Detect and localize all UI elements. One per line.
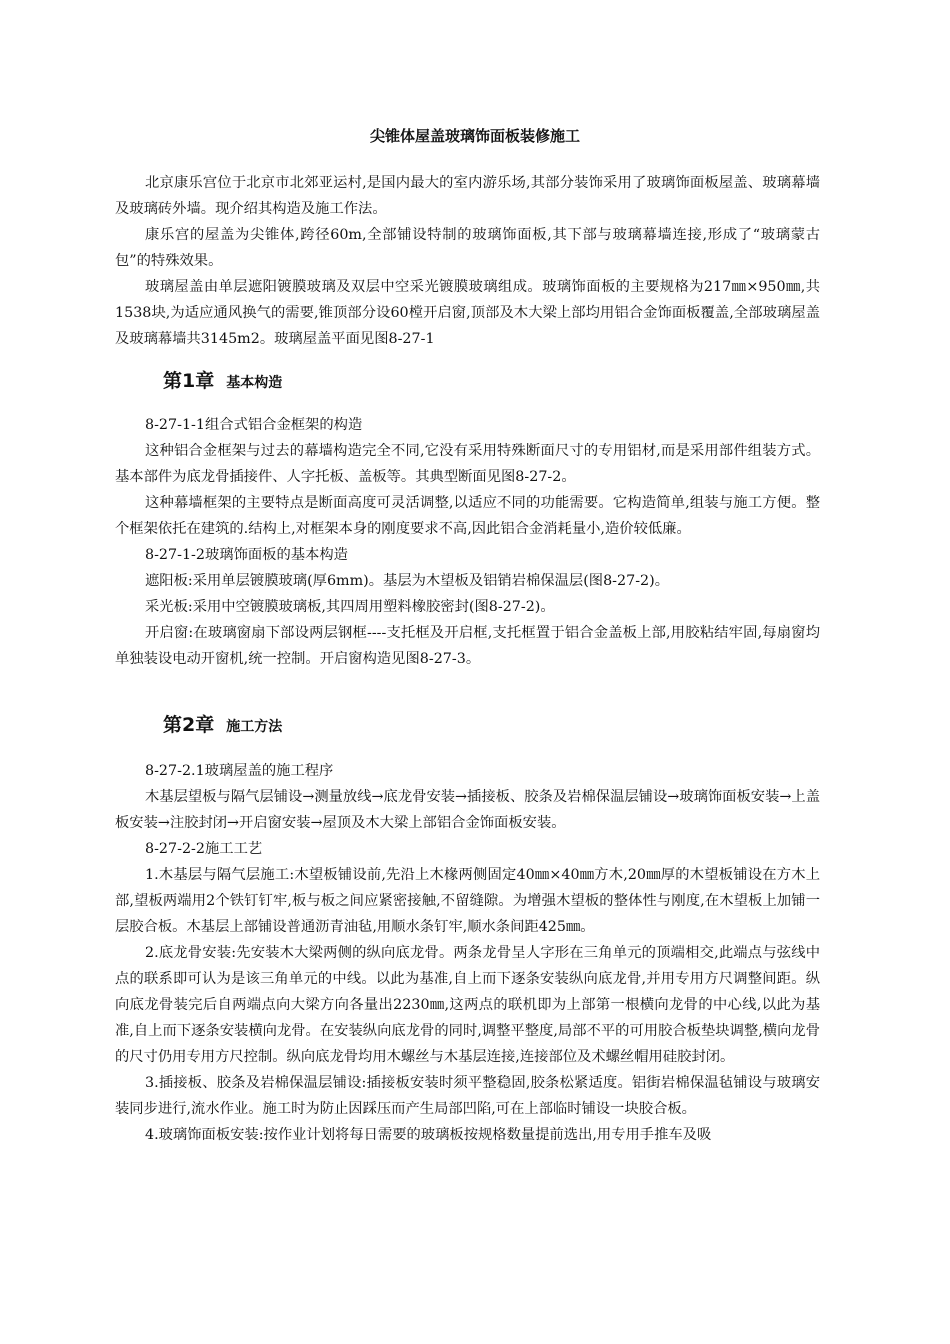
chapter-2-body: [115, 758, 820, 1148]
chapter-1-body: [115, 412, 820, 672]
intro-paragraph: 北京康乐宫位于北京市北郊亚运村,是国内最大的室内游乐场,其部分装饰采用了玻璃饰面板屋盖、玻璃幕墙及玻璃砖外墙。现介绍其构造及施工作法。: [115, 175, 820, 217]
body-paragraph: 采光板:采用中空镀膜玻璃板,其四周用塑料橡胶密封(图8-27-2)。: [145, 599, 555, 615]
body-paragraph: 这种铝合金框架与过去的幕墙构造完全不同,它没有采用特殊断面尺寸的专用铝材,而是采用部件组装方式。基本部件为底龙骨插接件、人字托板、盖板等。其典型断面见图8-27-2。: [115, 443, 820, 485]
chapter-name: 施工方法: [226, 719, 283, 735]
body-paragraph: 木基层望板与隔气层铺设→测量放线→底龙骨安装→插接板、胶条及岩棉保温层铺设→玻璃饰面板安装→上盖板安装→注胶封闭→开启窗安装→屋顶及木大梁上部铝合金饰面板安装。: [115, 789, 820, 831]
body-paragraph: 遮阳板:采用单层镀膜玻璃(厚6mm)。基层为木望板及铝销岩棉保温层(图8-27-2)。: [145, 573, 669, 589]
section-heading: 8-27-2.1玻璃屋盖的施工程序: [145, 763, 334, 779]
section-heading: 8-27-1-2玻璃饰面板的基本构造: [145, 547, 348, 563]
document-title: 尖锥体屋盖玻璃饰面板装修施工: [369, 127, 580, 145]
section-heading: 8-27-2-2施工工艺: [145, 841, 263, 857]
chapter-name: 基本构造: [226, 375, 283, 391]
body-paragraph: 3.插接板、胶条及岩棉保温层铺设:插接板安装时须平整稳固,胶条松紧适度。铝街岩棉保温毡铺设与玻璃安装同步进行,流水作业。施工时为防止因踩压而产生局部凹陷,可在上部临时铺设一块胶合板。: [115, 1075, 820, 1117]
intro-section: [115, 170, 820, 352]
body-paragraph: 1.木基层与隔气层施工:木望板铺设前,先沿上木椽两侧固定40㎜×40㎜方木,20㎜厚的木望板铺设在方木上部,望板两端用2个铁钉钉牢,板与板之间应紧密接触,不留缝隙。为增强木望板的整体性与刚度,在木望板上加铺一层胶合板。木基层上部铺设普通沥青油毡,用顺水条钉牢,顺水条间距425㎜。: [115, 867, 820, 935]
intro-paragraph: 玻璃屋盖由单层遮阳镀膜玻璃及双层中空采光镀膜玻璃组成。玻璃饰面板的主要规格为217㎜×950㎜,共1538块,为适应通风换气的需要,锥顶部分设60樘开启窗,顶部及木大梁上部均用铝合金饰面板覆盖,全部玻璃屋盖及玻璃幕墙共3145m2。玻璃屋盖平面见图8-27-1: [115, 279, 820, 347]
intro-paragraph: 康乐宫的屋盖为尖锥体,跨径60m,全部铺设特制的玻璃饰面板,其下部与玻璃幕墙连接,形成了“玻璃蒙古包”的特殊效果。: [115, 227, 820, 269]
section-heading: 8-27-1-1组合式铝合金框架的构造: [145, 417, 363, 433]
body-paragraph: 2.底龙骨安装:先安装木大梁两侧的纵向底龙骨。两条龙骨呈人字形在三角单元的顶端相交,此端点与弦线中点的联系即可认为是该三角单元的中线。以此为基准,自上而下逐条安装纵向底龙骨,并用专用方尺调整间距。纵向底龙骨装完后自两端点向大梁方向各量出2230㎜,这两点的联机即为上部第一根横向龙骨的中心线,以此为基准,自上而下逐条安装横向龙骨。在安装纵向底龙骨的同时,调整平整度,局部不平的可用胶合板垫块调整,横向龙骨的尺寸仍用专用方尺控制。纵向底龙骨均用木螺丝与木基层连接,连接部位及术螺丝帽用硅胶封闭。: [115, 945, 820, 1065]
body-paragraph: 开启窗:在玻璃窗扇下部设两层钢框----支托框及开启框,支托框置于铝合金盖板上部,用胶粘结牢固,每扇窗均单独装设电动开窗机,统一控制。开启窗构造见图8-27-3。: [115, 625, 820, 667]
chapter-number: 第1章: [163, 370, 215, 392]
chapter-1-heading: [163, 366, 282, 396]
chapter-2-heading: [163, 710, 282, 740]
body-paragraph: 这种幕墙框架的主要特点是断面高度可灵活调整,以适应不同的功能需要。它构造简单,组装与施工方便。整个框架依托在建筑的.结构上,对框架本身的刚度要求不高,因此铝合金消耗量小,造价较低廉。: [115, 495, 820, 537]
body-paragraph: 4.玻璃饰面板安装:按作业计划将每日需要的玻璃板按规格数量提前选出,用专用手推车及吸: [145, 1127, 712, 1143]
chapter-number: 第2章: [163, 714, 215, 736]
